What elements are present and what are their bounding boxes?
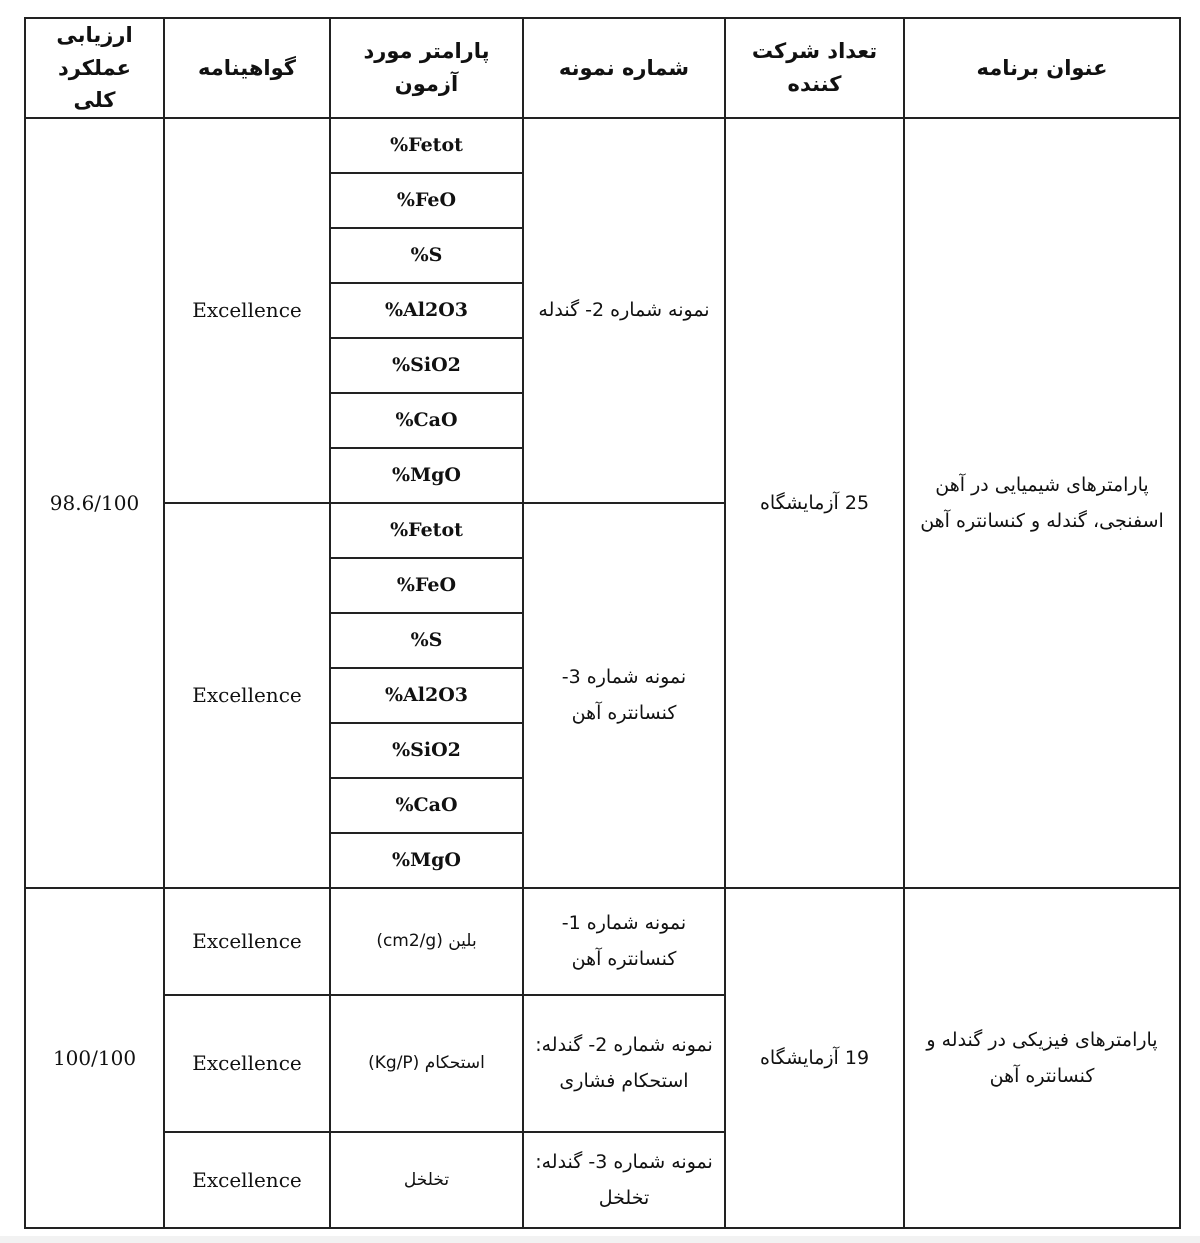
parameter-cell: استحکام (Kg/P) — [330, 995, 523, 1132]
parameter-cell: %Fetot — [330, 118, 523, 173]
parameter-cell: %MgO — [330, 448, 523, 503]
parameter-cell: %MgO — [330, 833, 523, 888]
parameter-cell: %FeO — [330, 558, 523, 613]
results-table — [24, 17, 1181, 1229]
header-evaluation: ارزیابی عملکرد کلی — [25, 18, 164, 118]
evaluation-score: 98.6/100 — [25, 118, 164, 888]
certificate-cell: Excellence — [164, 995, 330, 1132]
parameter-cell: %Al2O3 — [330, 668, 523, 723]
parameter-cell: %S — [330, 613, 523, 668]
sample-cell: نمونه شماره 2- گندله — [523, 118, 725, 503]
parameter-cell: تخلخل — [330, 1132, 523, 1228]
program-title: پارامترهای فیزیکی در گندله و کنسانتره آهن — [904, 888, 1180, 1228]
parameter-cell: %SiO2 — [330, 723, 523, 778]
certificate-cell: Excellence — [164, 118, 330, 503]
evaluation-score: 100/100 — [25, 888, 164, 1228]
sample-cell: نمونه شماره 3- گندله: تخلخل — [523, 1132, 725, 1228]
parameter-cell: %CaO — [330, 778, 523, 833]
parameter-cell: %Al2O3 — [330, 283, 523, 338]
table-row — [25, 888, 1180, 995]
parameter-cell: %S — [330, 228, 523, 283]
sample-cell: نمونه شماره 3- کنسانتره آهن — [523, 503, 725, 888]
sample-cell: نمونه شماره 1- کنسانتره آهن — [523, 888, 725, 995]
certificate-cell: Excellence — [164, 1132, 330, 1228]
sample-cell: نمونه شماره 2- گندله: استحکام فشاری — [523, 995, 725, 1132]
header-certificate: گواهینامه — [164, 18, 330, 118]
header-sample: شماره نمونه — [523, 18, 725, 118]
header-program: عنوان برنامه — [904, 18, 1180, 118]
parameter-cell: %Fetot — [330, 503, 523, 558]
parameter-cell: %SiO2 — [330, 338, 523, 393]
table-row — [25, 118, 1180, 173]
certificate-cell: Excellence — [164, 888, 330, 995]
certificate-cell: Excellence — [164, 503, 330, 888]
header-participants: تعداد شرکت کننده — [725, 18, 904, 118]
parameter-cell: %CaO — [330, 393, 523, 448]
participants-cell: 19 آزمایشگاه — [725, 888, 904, 1228]
participants-cell: 25 آزمایشگاه — [725, 118, 904, 888]
header-row — [25, 18, 1180, 118]
header-parameter: پارامتر مورد آزمون — [330, 18, 523, 118]
bottom-strip — [0, 1236, 1200, 1243]
program-title: پارامترهای شیمیایی در آهن اسفنجی، گندله و کنسانتره آهن — [904, 118, 1180, 888]
parameter-cell: %FeO — [330, 173, 523, 228]
parameter-cell: بلین (cm2/g) — [330, 888, 523, 995]
